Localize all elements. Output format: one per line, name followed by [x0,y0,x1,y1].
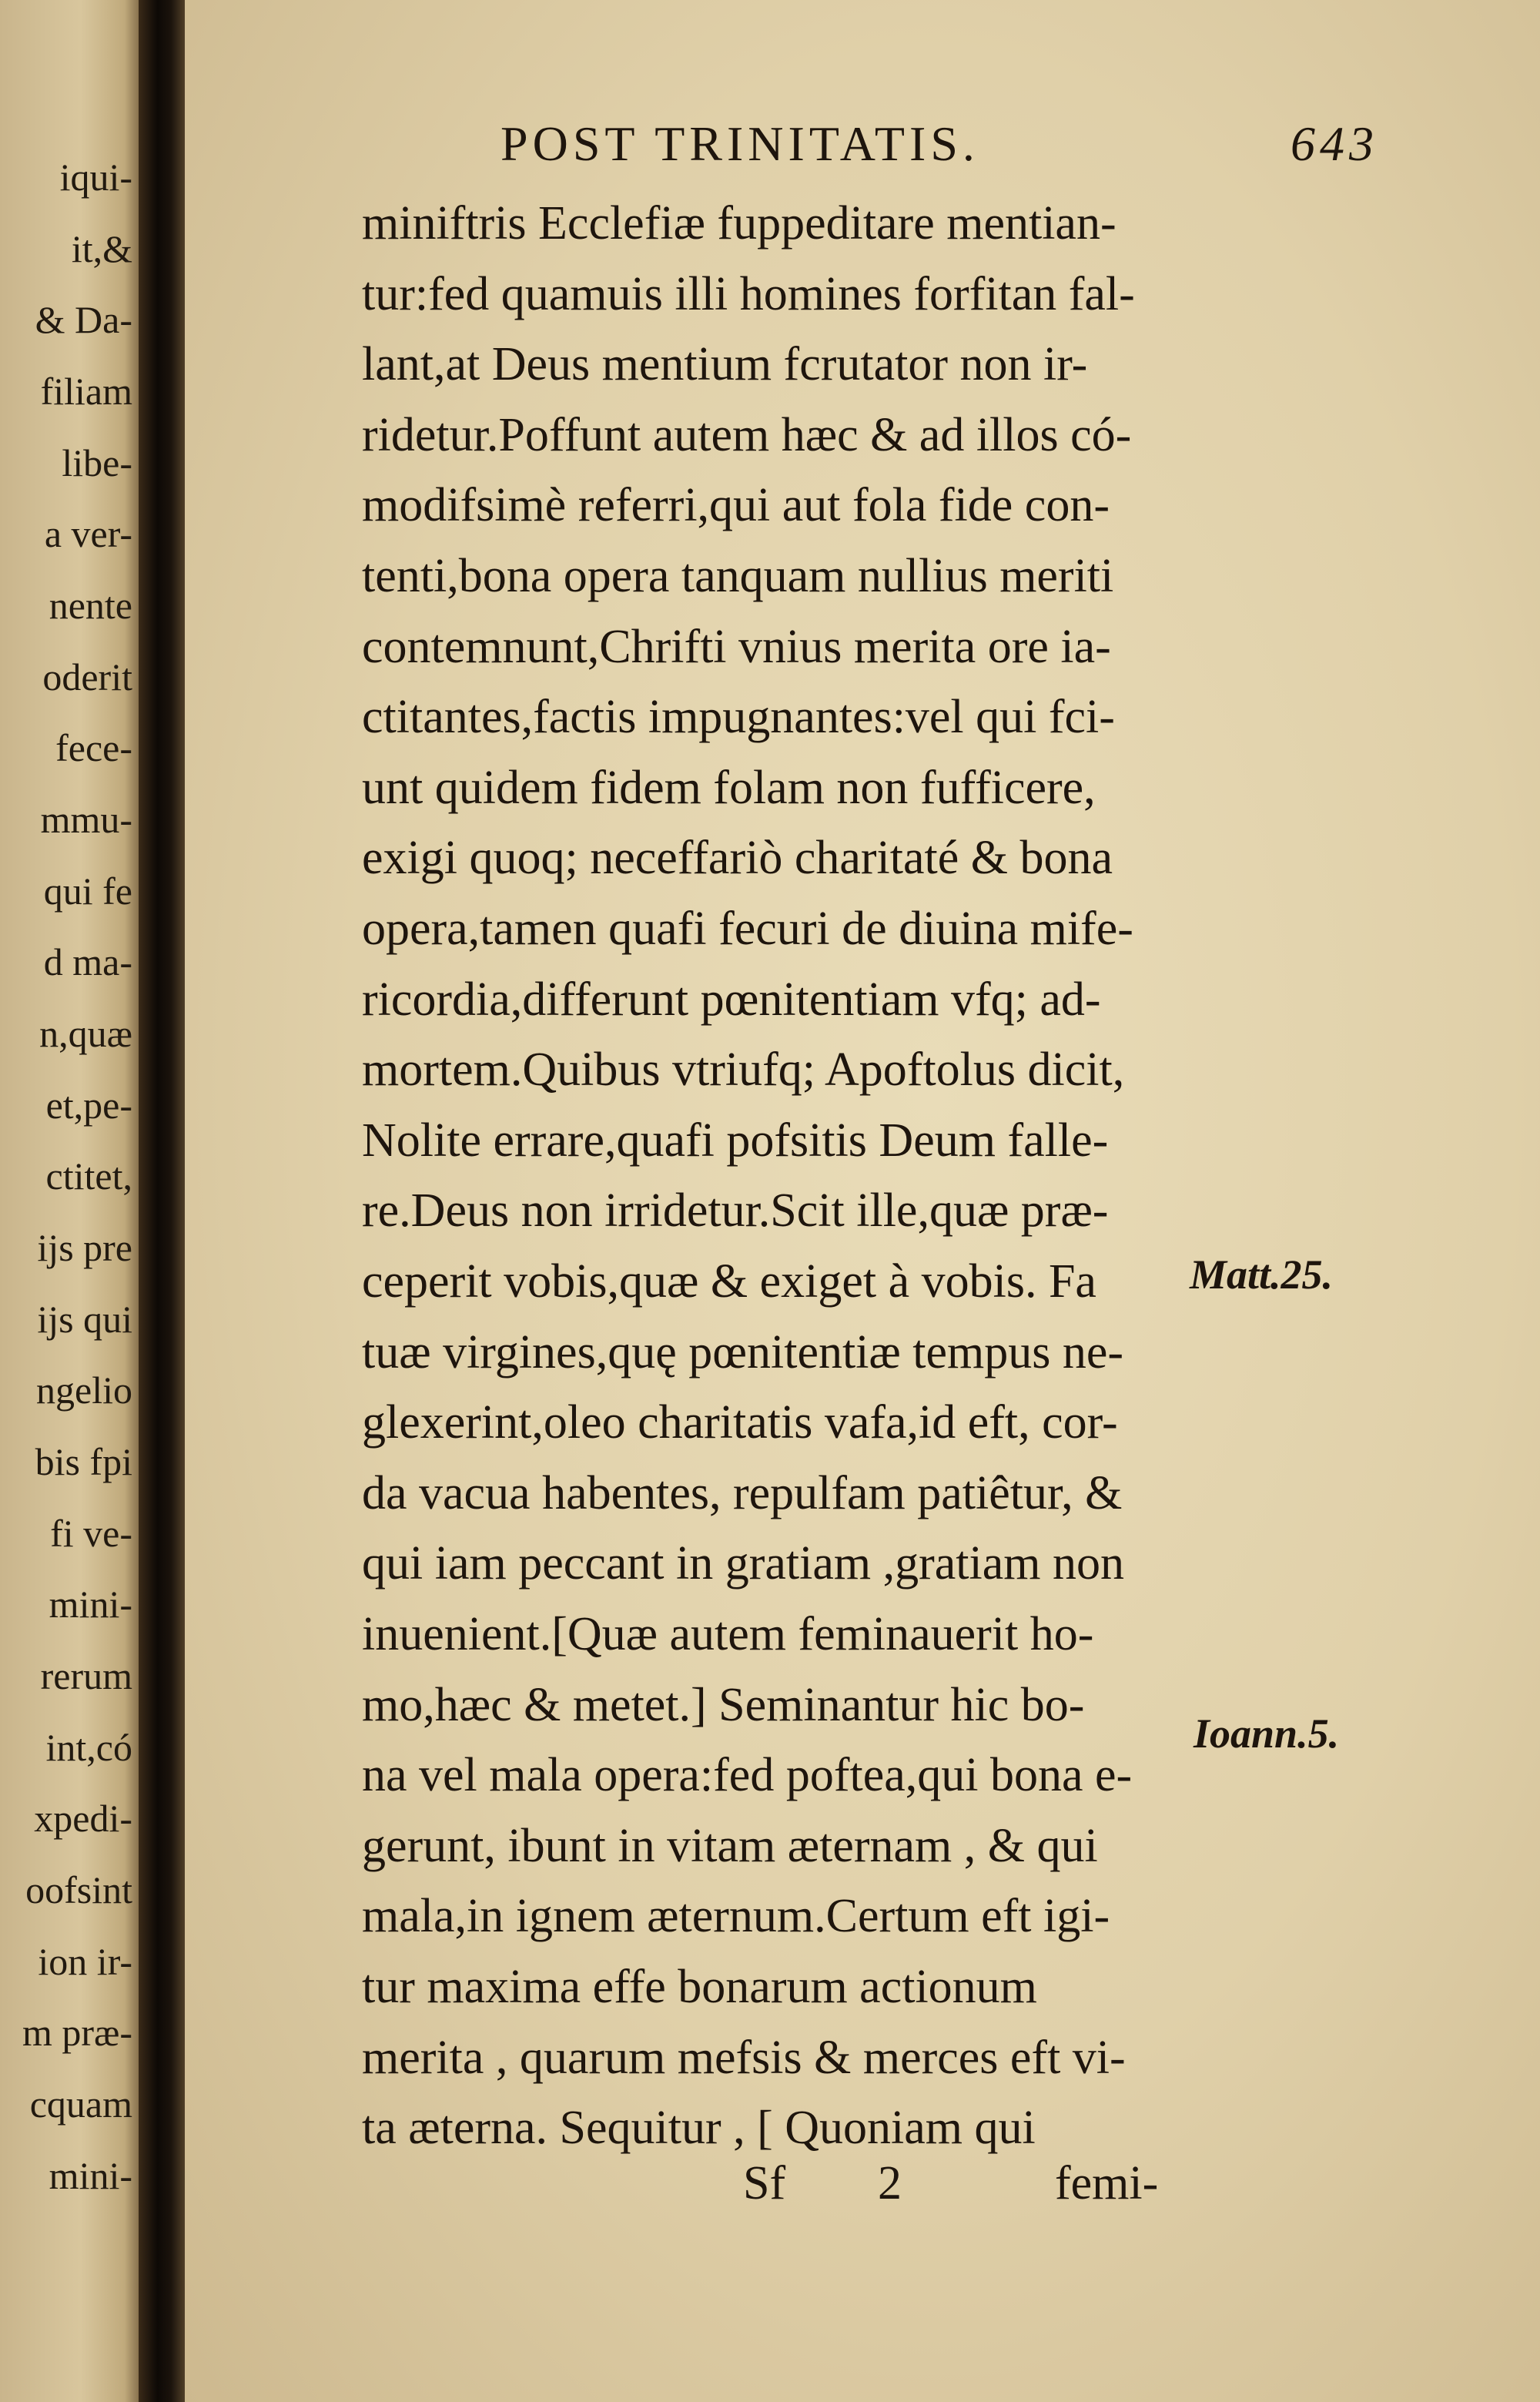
facing-page-line: filiam [40,370,132,413]
text-line: mo,hæc & metet.] Seminantur hic bo- [362,1679,1085,1731]
catchword: femi- [1055,2157,1159,2209]
facing-page-line: qui fe [43,869,132,913]
text-line: tenti,bona opera tanquam nullius meriti [362,550,1114,602]
text-line: contemnunt,Chrifti vnius merita ore ia- [362,621,1111,673]
facing-page-line: ion ir- [38,1940,132,1983]
text-line: exigi quoq; neceffariò charitaté & bona [362,832,1113,884]
facing-page-line: ijs qui [37,1298,132,1341]
text-line: da vacua habentes, repulfam patiêtur, & [362,1467,1123,1519]
facing-page-line: rerum [40,1654,132,1697]
facing-page-line: & Da- [35,298,132,341]
running-title: POST TRINITATIS. [500,116,979,171]
text-line: tur:fed quamuis illi homines forfitan fal- [362,268,1135,320]
text-line: miniftris Ecclefiæ fuppeditare mentian- [362,197,1116,250]
facing-page-line: it,& [71,227,132,270]
text-line: ceperit vobis,quæ & exiget à vobis. Fa [362,1255,1096,1308]
facing-page-line: oofsint [25,1868,132,1911]
facing-page-line: int,có [45,1726,132,1769]
facing-page-line: m præ- [22,2011,132,2054]
text-line: lant,at Deus mentium fcrutator non ir- [362,338,1088,390]
text-line: glexerint,oleo charitatis vafa,id eft, cor- [362,1396,1118,1449]
facing-page-line: mmu- [40,798,132,841]
text-line: unt quidem fidem folam non fufficere, [362,762,1096,814]
text-line: ctitantes,factis impugnantes:vel qui fci- [362,691,1115,743]
text-line: mortem.Quibus vtriufq; Apoftolus dicit, [362,1044,1125,1096]
facing-page-fragment [0,0,146,2402]
text-line: ta æterna. Sequitur , [ Quoniam qui [362,2102,1036,2154]
marginal-note-john: Ioann.5. [1194,1710,1340,1757]
facing-page-line: iqui- [59,156,132,199]
text-line: modifsimè referri,qui aut fola fide con- [362,479,1110,531]
text-line: gerunt, ibunt in vitam æternam , & qui [362,1820,1098,1872]
running-head [500,116,1378,177]
text-line: na vel mala opera:fed poftea,qui bona e- [362,1749,1133,1801]
signature-mark: Sf [743,2157,786,2209]
facing-page-line: a ver- [44,512,132,555]
book-page [185,0,1540,2402]
signature-numeral: 2 [878,2157,902,2209]
text-line: ricordia,differunt pœnitentiam vfq; ad- [362,973,1101,1026]
facing-page-line: ctitet, [45,1154,132,1198]
facing-page-line: libe- [62,441,132,484]
text-line: re.Deus non irridetur.Scit ille,quæ præ- [362,1184,1109,1237]
text-line: Nolite errare,quafi pofsitis Deum falle- [362,1114,1109,1167]
facing-page-line: ngelio [36,1369,132,1412]
text-line: tuæ virgines,quę pœnitentiæ tempus ne- [362,1326,1124,1379]
facing-page-line: ijs pre [37,1226,132,1269]
facing-page-line: fi ve- [50,1512,132,1555]
facing-page-line: fece- [55,726,132,769]
facing-page-line: xpedi- [34,1797,132,1840]
text-line: ridetur.Poffunt autem hæc & ad illos có- [362,409,1132,461]
facing-page-line: nente [49,584,132,627]
page-number: 643 [1291,116,1378,171]
text-line: opera,tamen quafi fecuri de diuina mife- [362,903,1133,955]
facing-page-line: et,pe- [45,1084,132,1127]
marginal-note-matthew: Matt.25. [1190,1251,1334,1298]
facing-page-line: cquam [29,2082,132,2126]
text-line: merita , quarum mefsis & merces eft vi- [362,2032,1126,2084]
text-line: mala,in ignem æternum.Certum eft igi- [362,1890,1110,1942]
facing-page-line: oderit [42,655,132,698]
facing-page-line: n,quæ [39,1012,132,1055]
facing-page-line: mini- [49,1583,132,1626]
text-line: inuenient.[Quæ autem feminauerit ho- [362,1608,1094,1660]
facing-page-line: bis fpi [35,1440,132,1483]
text-line: qui iam peccant in gratiam ,gratiam non [362,1537,1124,1590]
facing-page-line: mini- [49,2154,132,2197]
facing-page-line: d ma- [43,940,132,983]
text-line: tur maxima effe bonarum actionum [362,1961,1037,2013]
